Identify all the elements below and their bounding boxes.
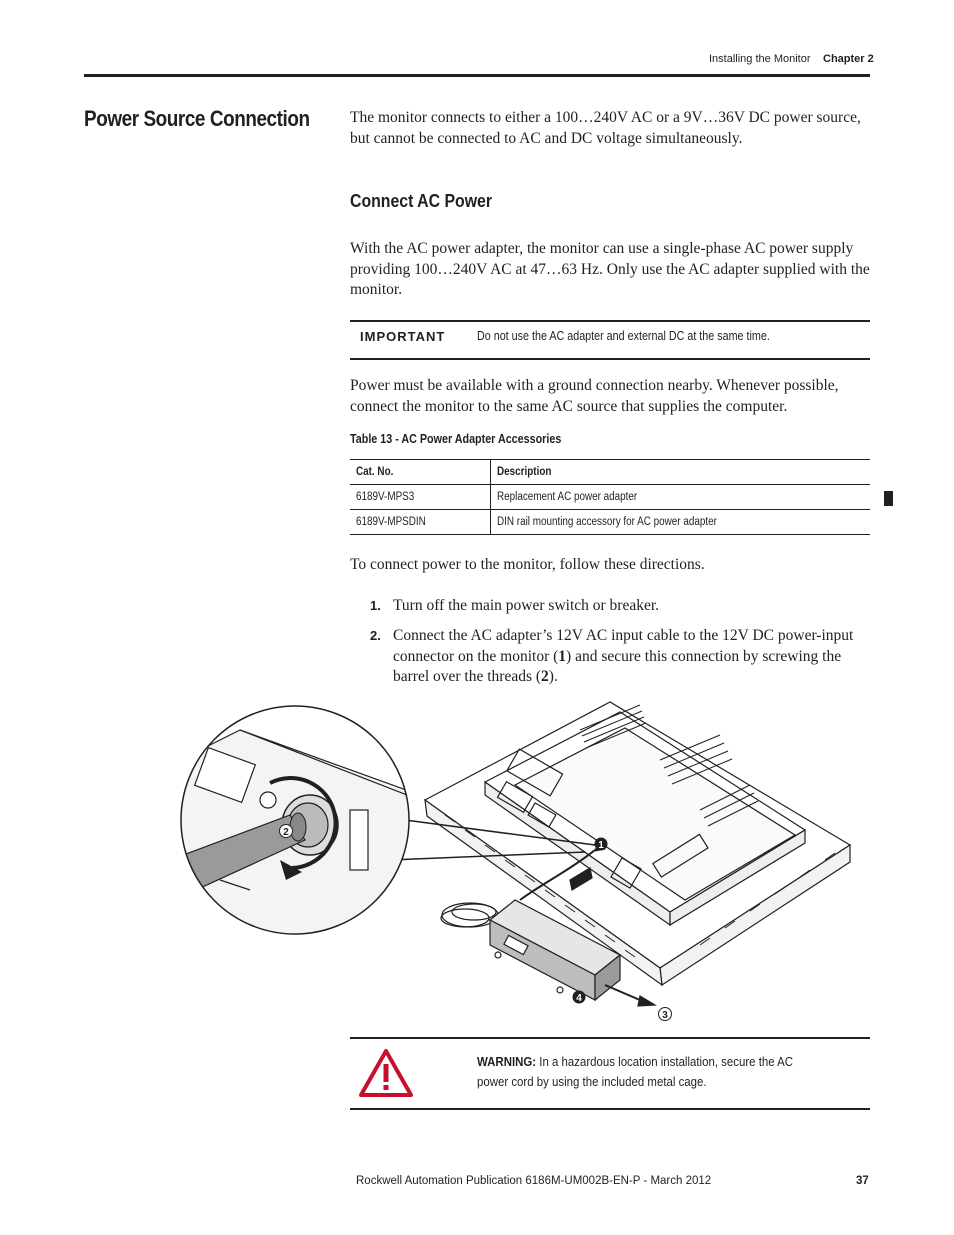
cell-cat-no: 6189V-MPSDIN	[356, 516, 426, 528]
cell-description: Replacement AC power adapter	[497, 491, 638, 503]
accessories-table	[350, 459, 870, 535]
step-text-part: ) and secure this connection by screwing the barrel over the threads (	[393, 647, 842, 685]
warning-text	[477, 1052, 811, 1092]
cell-description: DIN rail mounting accessory for AC power adapter	[497, 516, 717, 528]
table-cell	[350, 485, 491, 510]
ac-power-paragraph: With the AC power adapter, the monitor can use a single-phase AC power supply providing 100…240V AC at 47…63 Hz. Only use the AC adapter supplied with the monitor.	[350, 240, 870, 298]
table-header-row	[350, 460, 870, 485]
table-caption: Table 13 - AC Power Adapter Accessories	[350, 432, 562, 446]
step-number: 1.	[370, 598, 381, 613]
intro-paragraph: The monitor connects to either a 100…240V AC or a 9V…36V DC power source, but cannot be connected to AC and DC voltage simultaneously.	[350, 109, 861, 147]
warning-body: In a hazardous location installation, secure the AC power cord by using the included metal cage.	[477, 1054, 794, 1089]
running-header-chapter: Chapter 2	[823, 53, 874, 65]
subsection-heading: Connect AC Power	[350, 191, 492, 211]
cell-cat-no: 6189V-MPS3	[356, 491, 415, 503]
table-header-cell	[350, 460, 491, 485]
step-number: 2.	[370, 628, 381, 643]
step-text: Turn off the main power switch or breaker.	[393, 597, 660, 614]
table-row	[350, 510, 870, 535]
callout-3: 3	[662, 1010, 668, 1021]
section-heading: Power Source Connection	[84, 106, 310, 131]
connector-detail-illustration	[180, 700, 420, 940]
table-cell	[491, 510, 871, 535]
ac-adapter-connection-figure	[180, 700, 860, 1030]
page-number: 37	[856, 1175, 869, 1187]
table-cell	[350, 510, 491, 535]
table-row	[350, 485, 870, 510]
chapter-marker	[884, 491, 893, 506]
callout-ref-1: 1	[558, 647, 567, 665]
footer-publication: Rockwell Automation Publication 6186M-UM002B-EN-P - March 2012	[356, 1175, 712, 1187]
table-cell	[491, 485, 871, 510]
important-label: IMPORTANT	[360, 329, 446, 344]
table-header-cell	[491, 460, 871, 485]
ground-paragraph: Power must be available with a ground connection nearby. Whenever possible, connect the monitor to the same AC source that supplies the computer.	[350, 377, 839, 415]
important-text: Do not use the AC adapter and external DC at the same time.	[477, 329, 770, 343]
directions-paragraph: To connect power to the monitor, follow these directions.	[350, 556, 705, 573]
warning-triangle-icon	[358, 1048, 414, 1098]
step-text	[393, 626, 863, 688]
header-cat-no: Cat. No.	[356, 466, 394, 478]
header-description: Description	[497, 466, 552, 478]
callout-ref-2: 2	[541, 668, 549, 685]
header-rule	[84, 74, 870, 77]
callout-1: 1	[598, 840, 604, 851]
step-text-part: Connect the AC adapter’s 12V AC input cable to the 12V DC power-input connector on the monitor (	[393, 627, 854, 665]
callout-4: 4	[576, 993, 582, 1004]
monitor-back-illustration	[425, 702, 850, 985]
step-text-part: ).	[548, 668, 558, 685]
callout-2: 2	[283, 827, 289, 838]
running-header-section: Installing the Monitor	[709, 53, 811, 65]
warning-label: WARNING:	[477, 1054, 537, 1069]
